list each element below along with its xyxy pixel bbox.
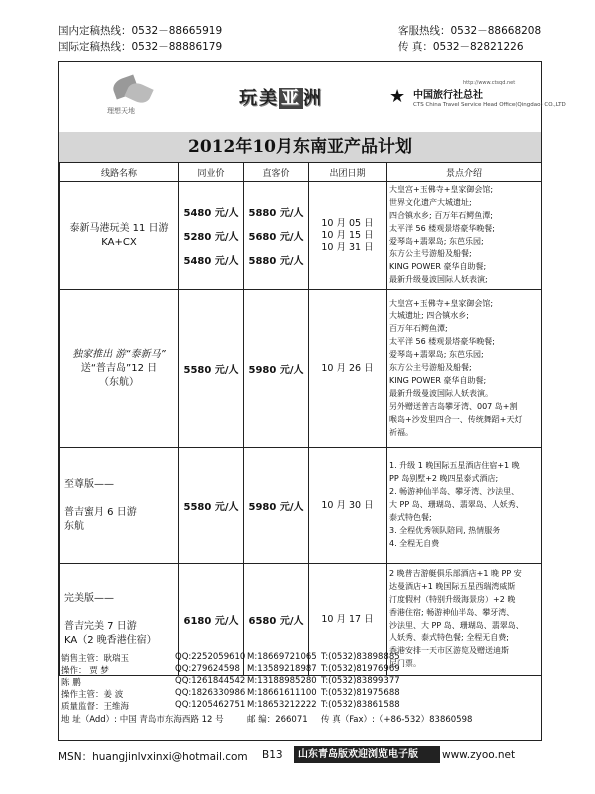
- route-name-cell-line: 泰新马港玩美 11 日游: [69, 222, 169, 234]
- contact-row: [59, 676, 541, 688]
- contact-role: 陈 鹏: [61, 678, 81, 688]
- attractions-cell-line: 东方公主号游船及船餐;: [389, 363, 472, 373]
- service-hotline: 客服热线：0532－88668208: [398, 25, 542, 37]
- departure-date-cell: [309, 448, 387, 564]
- contact-role: 质量监督：王维海: [61, 702, 130, 712]
- route-name-cell: [60, 290, 179, 448]
- page-title: 2012年10月东南亚产品计划: [59, 132, 541, 162]
- attractions-cell-line: PP 岛别墅+2 晚四星泰式酒店;: [389, 474, 499, 484]
- address-zip: 邮 编：266071: [247, 715, 308, 725]
- attractions-cell-line: 太平洋 56 楼观景塔豪华晚餐;: [389, 223, 495, 233]
- attractions-cell-line: 东方公主号游船及船餐;: [389, 249, 472, 259]
- contact-tel: T:(0532)81976969: [321, 664, 400, 674]
- departure-date-cell-line: 10 月 15 日: [321, 229, 374, 241]
- route-name-cell-line: 普吉蜜月 6 日游: [64, 506, 137, 518]
- departure-date-cell-line: 10 月 30 日: [321, 499, 374, 511]
- contact-tel: T:(0532)81975688: [321, 688, 400, 698]
- attractions-cell-line: 人妖秀、泰式特色餐; 全程无自费;: [389, 633, 509, 643]
- attractions-cell-line: KING POWER 豪华自助餐;: [389, 375, 487, 385]
- attractions-cell-line: 尼门票。: [389, 659, 421, 669]
- contact-qq: QQ:279624598: [175, 664, 240, 674]
- contact-row: [59, 664, 541, 676]
- attractions-cell-line: 大城遗址; 四合镇水乡;: [389, 311, 469, 321]
- attractions-cell-line: 1. 升级 1 晚国际五星酒店住宿+1 晚: [389, 461, 520, 471]
- contact-row: [59, 700, 541, 712]
- address-row: [59, 713, 541, 725]
- contact-qq: QQ:1205462751: [175, 700, 246, 710]
- attractions-cell-line: 沙法里、大 PP 岛、珊瑚岛、翡翠岛、: [389, 620, 524, 630]
- address-fax: 传 真（Fax）:（+86-532）83860598: [321, 715, 473, 725]
- direct-price-cell-line: 5980 元/人: [248, 365, 304, 376]
- star-icon: ★: [389, 86, 406, 107]
- attractions-cell-line: 爱琴岛+翡翠岛; 东芭乐园;: [389, 236, 484, 246]
- lixiang-logo-text: 理想天地: [107, 107, 135, 115]
- attractions-cell-line: 最新升级曼波国际人妖表演。: [389, 388, 493, 398]
- peer-price-cell-line: 5480 元/人: [183, 208, 239, 219]
- contact-qq: QQ:1261844542: [175, 676, 246, 686]
- route-name-cell-line: [64, 492, 178, 506]
- attractions-cell-line: 汀度假村（特别升级海景房）+2 晚: [389, 594, 516, 604]
- domestic-hotline: 国内定稿热线：0532－88665919: [58, 25, 223, 37]
- contact-row: [59, 652, 541, 664]
- route-name-cell-line: （东航）: [99, 376, 139, 388]
- peer-price-cell: [179, 290, 244, 448]
- cts-website: http://www.ctsqd.net: [463, 80, 516, 86]
- attractions-cell-line: 大皇宫+玉佛寺+皇家御会馆;: [389, 298, 494, 308]
- attractions-cell-line: 四合镇水乡; 百万年石鳄鱼潭;: [389, 210, 493, 220]
- direct-price-cell-line: 5680 元/人: [248, 232, 304, 243]
- attractions-cell-line: 大皇宫+玉佛寺+皇家御会馆;: [389, 184, 494, 194]
- header-route: 线路名称: [60, 163, 179, 182]
- departure-date-cell-line: 10 月 26 日: [321, 362, 374, 374]
- attractions-cell: [387, 290, 542, 448]
- direct-price-cell-line: 5880 元/人: [248, 208, 304, 219]
- peer-price-cell-line: 5280 元/人: [183, 232, 239, 243]
- route-name-cell: [60, 448, 179, 564]
- peer-price-cell-line: 5580 元/人: [183, 365, 239, 376]
- contact-mobile: M:18653212222: [247, 700, 317, 710]
- header-peer-price: 同业价: [179, 163, 244, 182]
- route-name-cell-line: 东航: [64, 520, 84, 532]
- address-addr: 地 址（Add）: 中国 青岛市东海西路 12 号: [61, 715, 224, 725]
- attractions-cell-line: 达曼酒店+1 晚国际五星西瑞湾威斯: [389, 581, 516, 591]
- logo-mid-text: 玩美: [239, 88, 279, 109]
- website-link[interactable]: www.zyoo.net: [442, 749, 516, 761]
- route-name-cell-line: 至尊版——: [64, 478, 114, 490]
- route-name-cell-line: KA+CX: [101, 236, 137, 248]
- attractions-cell: [387, 448, 542, 564]
- international-hotline: 国际定稿热线：0532－88886179: [58, 41, 223, 53]
- departure-date-cell-line: 10 月 05 日: [321, 217, 374, 229]
- peer-price-cell: [179, 182, 244, 290]
- contact-role: 销售主管：耿瑞玉: [61, 654, 130, 664]
- product-table: [59, 162, 542, 676]
- direct-price-cell: [244, 290, 309, 448]
- direct-price-cell: [244, 448, 309, 564]
- attractions-cell-line: 2 晚普吉游艇俱乐部酒店+1 晚 PP 安: [389, 568, 522, 578]
- attractions-cell-line: 最新升级曼波国际人妖表演;: [389, 275, 488, 285]
- route-name-cell-line: [64, 606, 178, 620]
- contact-row: [59, 688, 541, 700]
- direct-price-cell-line: 5980 元/人: [248, 502, 304, 513]
- cts-name: 中国旅行社总社: [413, 90, 483, 101]
- route-name-cell-line: 独家推出 游“泰新马”: [72, 348, 166, 360]
- direct-price-cell: [244, 182, 309, 290]
- attractions-cell-line: 2. 畅游神仙半岛、攀牙湾、沙法里、: [389, 487, 520, 497]
- contact-qq: QQ:2252059610: [175, 652, 246, 662]
- contact-mobile: M:13589218987: [247, 664, 317, 674]
- lixiang-logo: [105, 76, 159, 116]
- departure-date-cell: [309, 182, 387, 290]
- attractions-cell-line: 世界文化遗产大城遗址;: [389, 197, 472, 207]
- header-spots: 景点介绍: [387, 163, 542, 182]
- attractions-cell-line: 太平洋 56 楼观景塔豪华晚餐;: [389, 337, 495, 347]
- product-table-wrapper: [59, 162, 541, 676]
- contact-mobile: M:18661611100: [247, 688, 317, 698]
- header-direct-price: 直客价: [244, 163, 309, 182]
- peer-price-cell-line: 5580 元/人: [183, 502, 239, 513]
- attractions-cell-line: 喉岛+沙发里四合一、传统舞蹈+天灯: [389, 414, 523, 424]
- logo-mid-suffix: 洲: [303, 88, 323, 109]
- logo-row: [59, 62, 566, 126]
- fax-line: 传 真：0532－82821226: [398, 41, 524, 53]
- cts-subtitle: CTS China Travel Service Head Office(Qingdao) CO.,LTD: [413, 102, 566, 108]
- route-name-cell-line: 完美版——: [64, 592, 114, 604]
- page-number: B13: [262, 749, 283, 761]
- attractions-cell-line: 另外赠送普吉岛攀牙湾、007 岛+割: [389, 401, 518, 411]
- contact-mobile: M:18669721065: [247, 652, 317, 662]
- attractions-cell-line: 3. 全程优秀领队陪同, 热情服务: [389, 525, 501, 535]
- table-header-row: [60, 163, 542, 182]
- header-dates: 出团日期: [309, 163, 387, 182]
- departure-date-cell-line: 10 月 31 日: [321, 241, 374, 253]
- attractions-cell: [387, 182, 542, 290]
- attractions-cell-line: KING POWER 豪华自助餐;: [389, 262, 487, 272]
- contact-tel: T:(0532)83898885: [321, 652, 400, 662]
- departure-date-cell-line: 10 月 17 日: [321, 613, 374, 625]
- peer-price-cell: [179, 448, 244, 564]
- msn-contact: MSN：huangjinlvxinxi@hotmail.com: [58, 751, 248, 763]
- peer-price-cell-line: 5480 元/人: [183, 256, 239, 267]
- contact-role: 操作： 贾 梦: [61, 666, 109, 676]
- attractions-cell-line: 祈福。: [389, 427, 413, 437]
- contact-qq: QQ:1826330986: [175, 688, 246, 698]
- route-name-cell-line: 普吉完美 7 日游: [64, 620, 137, 632]
- route-name-cell-line: KA（2 晚香港住宿）: [64, 634, 157, 646]
- edition-banner: 山东青岛版欢迎浏览电子版: [294, 746, 440, 763]
- wanmei-yazhou-logo: [239, 84, 323, 110]
- contact-tel: T:(0532)83899377: [321, 676, 400, 686]
- attractions-cell-line: 爱琴岛+翡翠岛; 东芭乐园;: [389, 350, 484, 360]
- contact-mobile: M:13188985280: [247, 676, 317, 686]
- departure-date-cell: [309, 290, 387, 448]
- attractions-cell-line: 大 PP 岛、珊瑚岛、翡翠岛、人妖秀、: [389, 500, 524, 510]
- peer-price-cell-line: 6180 元/人: [183, 616, 239, 627]
- direct-price-cell-line: 5880 元/人: [248, 256, 304, 267]
- table-row: [60, 448, 542, 564]
- attractions-cell-line: 香港住宿; 畅游神仙半岛、攀牙湾、: [389, 607, 515, 617]
- table-row: [60, 290, 542, 448]
- direct-price-cell-line: 6580 元/人: [248, 616, 304, 627]
- table-row: [60, 182, 542, 290]
- attractions-cell-line: 百万年石鳄鱼潭;: [389, 324, 448, 334]
- route-name-cell-line: 送“普吉岛”12 日: [80, 362, 158, 374]
- attractions-cell-line: 泰式特色餐;: [389, 512, 432, 522]
- attractions-cell-line: 4. 全程无自费: [389, 538, 440, 548]
- attractions-cell-line: 香港安排一天市区游览及赠送迪斯: [389, 646, 509, 656]
- logo-mid-highlight: 亚: [281, 88, 301, 109]
- contact-role: 操作主管：姜 波: [61, 690, 124, 700]
- contact-tel: T:(0532)83861588: [321, 700, 400, 710]
- route-name-cell: [60, 182, 179, 290]
- flyer-frame: [58, 61, 566, 741]
